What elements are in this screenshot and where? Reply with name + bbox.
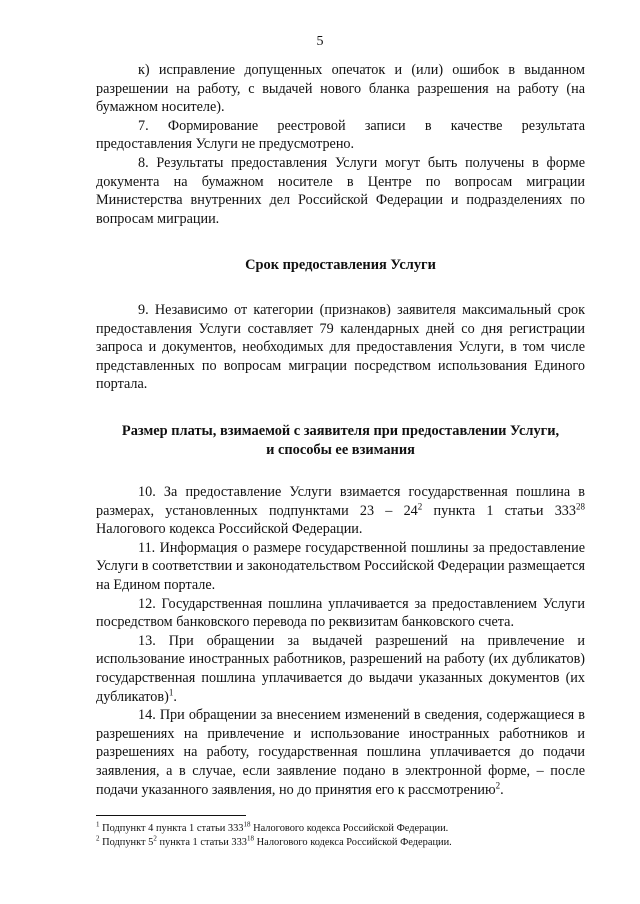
- footnote-text: Подпункт 4 пункта 1 статьи 333: [99, 823, 244, 834]
- footnote-ref-2[interactable]: 2: [495, 779, 501, 790]
- footnotes: [96, 822, 596, 851]
- paragraph-9: 9. Независимо от категории (признаков) заявителя максимальный срок предоставления Услуги составляет 79 календарных дней со дня регистрации запроса и документов, необходимых для предоставления Услуги, в том числе представленных по вопросам миграции посредством использования Единого портала.: [96, 301, 585, 393]
- section-heading-fee-line2: и способы ее взимания: [266, 441, 415, 458]
- superscript: 18: [247, 834, 255, 843]
- footnote-marker: 1: [96, 820, 100, 829]
- section-heading-term: Срок предоставления Услуги: [245, 257, 436, 274]
- paragraph-13-text: 13. При обращении за выдачей разрешений на привлечение и использование иностранных работников, разрешений на работу (их дубликатов) государственная пошлина уплачивается до выдачи указанных документов (их дубликатов): [96, 632, 585, 705]
- paragraph-14-end: .: [500, 781, 504, 798]
- footnote-1: [96, 822, 596, 836]
- paragraph-10-text-2: пункта 1 статьи 333: [422, 502, 576, 519]
- superscript: 28: [575, 500, 585, 511]
- paragraph-12: 12. Государственная пошлина уплачивается за предоставлением Услуги посредством банковского перевода по реквизитам банковского счета.: [96, 595, 585, 631]
- section-heading-fee-line1: Размер платы, взимаемой с заявителя при предоставлении Услуги,: [121, 422, 560, 439]
- superscript: 2: [417, 500, 423, 511]
- footnote-2: [96, 836, 596, 850]
- paragraph-13-end: .: [173, 688, 177, 705]
- paragraph-11: 11. Информация о размере государственной пошлины за предоставление Услуги в соответствии и законодательством Российской Федерации размещается на Едином портале.: [96, 539, 585, 594]
- paragraph-7: 7. Формирование реестровой записи в качестве результата предоставления Услуги не предусмотрено.: [96, 117, 585, 153]
- paragraph-10: [96, 483, 585, 539]
- page-number: 5: [316, 34, 324, 49]
- paragraph-k: к) исправление допущенных опечаток и (или) ошибок в выданном разрешении на работу, с выдачей нового бланка разрешения на работу (на бумажном носителе).: [96, 62, 585, 116]
- footnote-text: пункта 1 статьи 333: [156, 837, 248, 849]
- paragraph-10-text-1: 10. За предоставление Услуги взимается государственная пошлина в размерах, установленных подпунктами 23 – 24: [96, 484, 585, 519]
- paragraph-10-text-3: Налогового кодекса Российской Федерации.: [96, 521, 363, 538]
- footnote-text: Подпункт 5: [99, 837, 154, 849]
- paragraph-8: 8. Результаты предоставления Услуги могут быть получены в форме документа на бумажном носителе в Центре по вопросам миграции Министерства внутренних дел Российской Федерации и подразделениях по вопросам миграции.: [96, 154, 585, 227]
- footnote-divider: [96, 815, 246, 816]
- footnote-text: Налогового кодекса Российской Федерации.: [254, 837, 452, 849]
- footnote-ref-1[interactable]: 1: [168, 686, 174, 697]
- superscript: 18: [243, 820, 251, 829]
- paragraph-14-text: 14. При обращении за внесением изменений в сведения, содержащиеся в разрешениях на привлечение и использование иностранных работников и разрешениях на работу, государственная пошлина уплачивается до подачи заявления, а в случае, если заявление подано в электронной форме, – после подачи указанного заявления, но до принятия его к рассмотрению: [96, 707, 585, 798]
- paragraph-13: [96, 632, 585, 706]
- footnote-text: Налогового кодекса Российской Федерации.: [250, 823, 449, 834]
- footnote-marker: 2: [96, 834, 100, 843]
- document-body: [96, 61, 585, 799]
- section-heading-fee: [96, 422, 585, 459]
- superscript: 2: [153, 834, 157, 843]
- paragraph-14: [96, 706, 585, 799]
